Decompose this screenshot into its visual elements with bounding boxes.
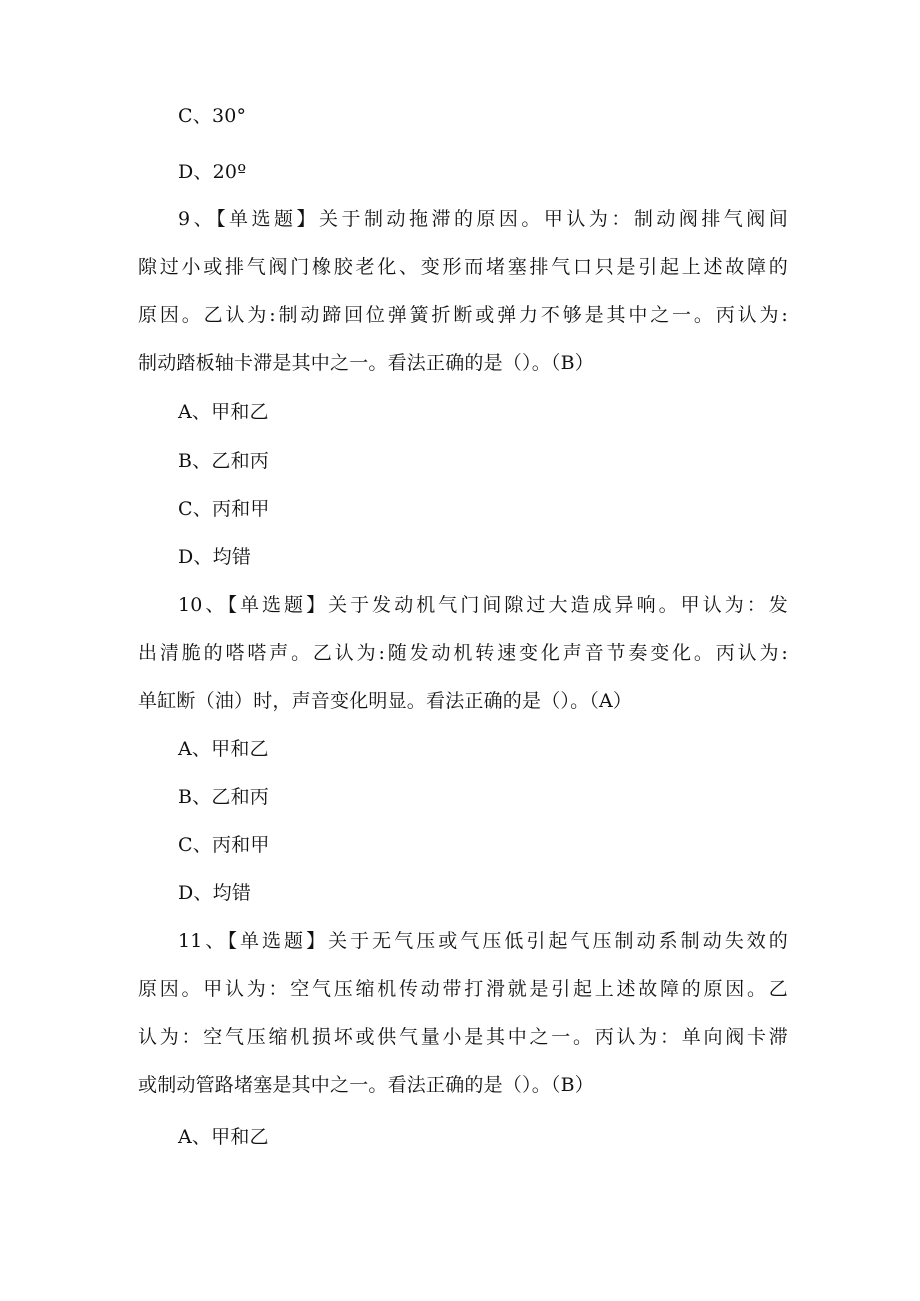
option-b: B、乙和丙	[178, 786, 269, 808]
option-b: B、乙和丙	[178, 450, 269, 472]
option-a: A、甲和乙	[178, 738, 269, 760]
option-d: D、均错	[178, 546, 252, 568]
question-text-line: 原因。甲认为：空气压缩机传动带打滑就是引起上述故障的原因。乙	[138, 978, 788, 1000]
question-text-line: 出清脆的嗒嗒声。乙认为:随发动机转速变化声音节奏变化。丙认为:	[138, 642, 788, 664]
option-a: A、甲和乙	[178, 401, 269, 423]
question-text-line: 制动踏板轴卡滞是其中之一。看法正确的是（）。（B）	[138, 352, 594, 374]
option-c: C、30°	[178, 105, 247, 127]
option-c: C、丙和甲	[178, 834, 270, 856]
question-text-line: 原因。乙认为:制动蹄回位弹簧折断或弹力不够是其中之一。丙认为:	[138, 304, 788, 326]
question-text-line: 9、【单选题】关于制动拖滞的原因。甲认为：制动阀排气阀间	[178, 208, 788, 230]
option-d: D、均错	[178, 882, 252, 904]
question-text-line: 10、【单选题】关于发动机气门间隙过大造成异响。甲认为：发	[178, 594, 788, 616]
option-d: D、20º	[178, 161, 247, 183]
question-text-line: 单缸断（油）时，声音变化明显。看法正确的是（）。（A）	[138, 690, 633, 712]
question-text-line: 或制动管路堵塞是其中之一。看法正确的是（）。（B）	[138, 1074, 594, 1096]
question-text-line: 隙过小或排气阀门橡胶老化、变形而堵塞排气口只是引起上述故障的	[138, 256, 788, 278]
question-text-line: 11、【单选题】关于无气压或气压低引起气压制动系制动失效的	[178, 930, 788, 952]
question-text-line: 认为：空气压缩机损坏或供气量小是其中之一。丙认为：单向阀卡滞	[138, 1026, 788, 1048]
option-c: C、丙和甲	[178, 498, 270, 520]
option-a: A、甲和乙	[178, 1126, 269, 1148]
